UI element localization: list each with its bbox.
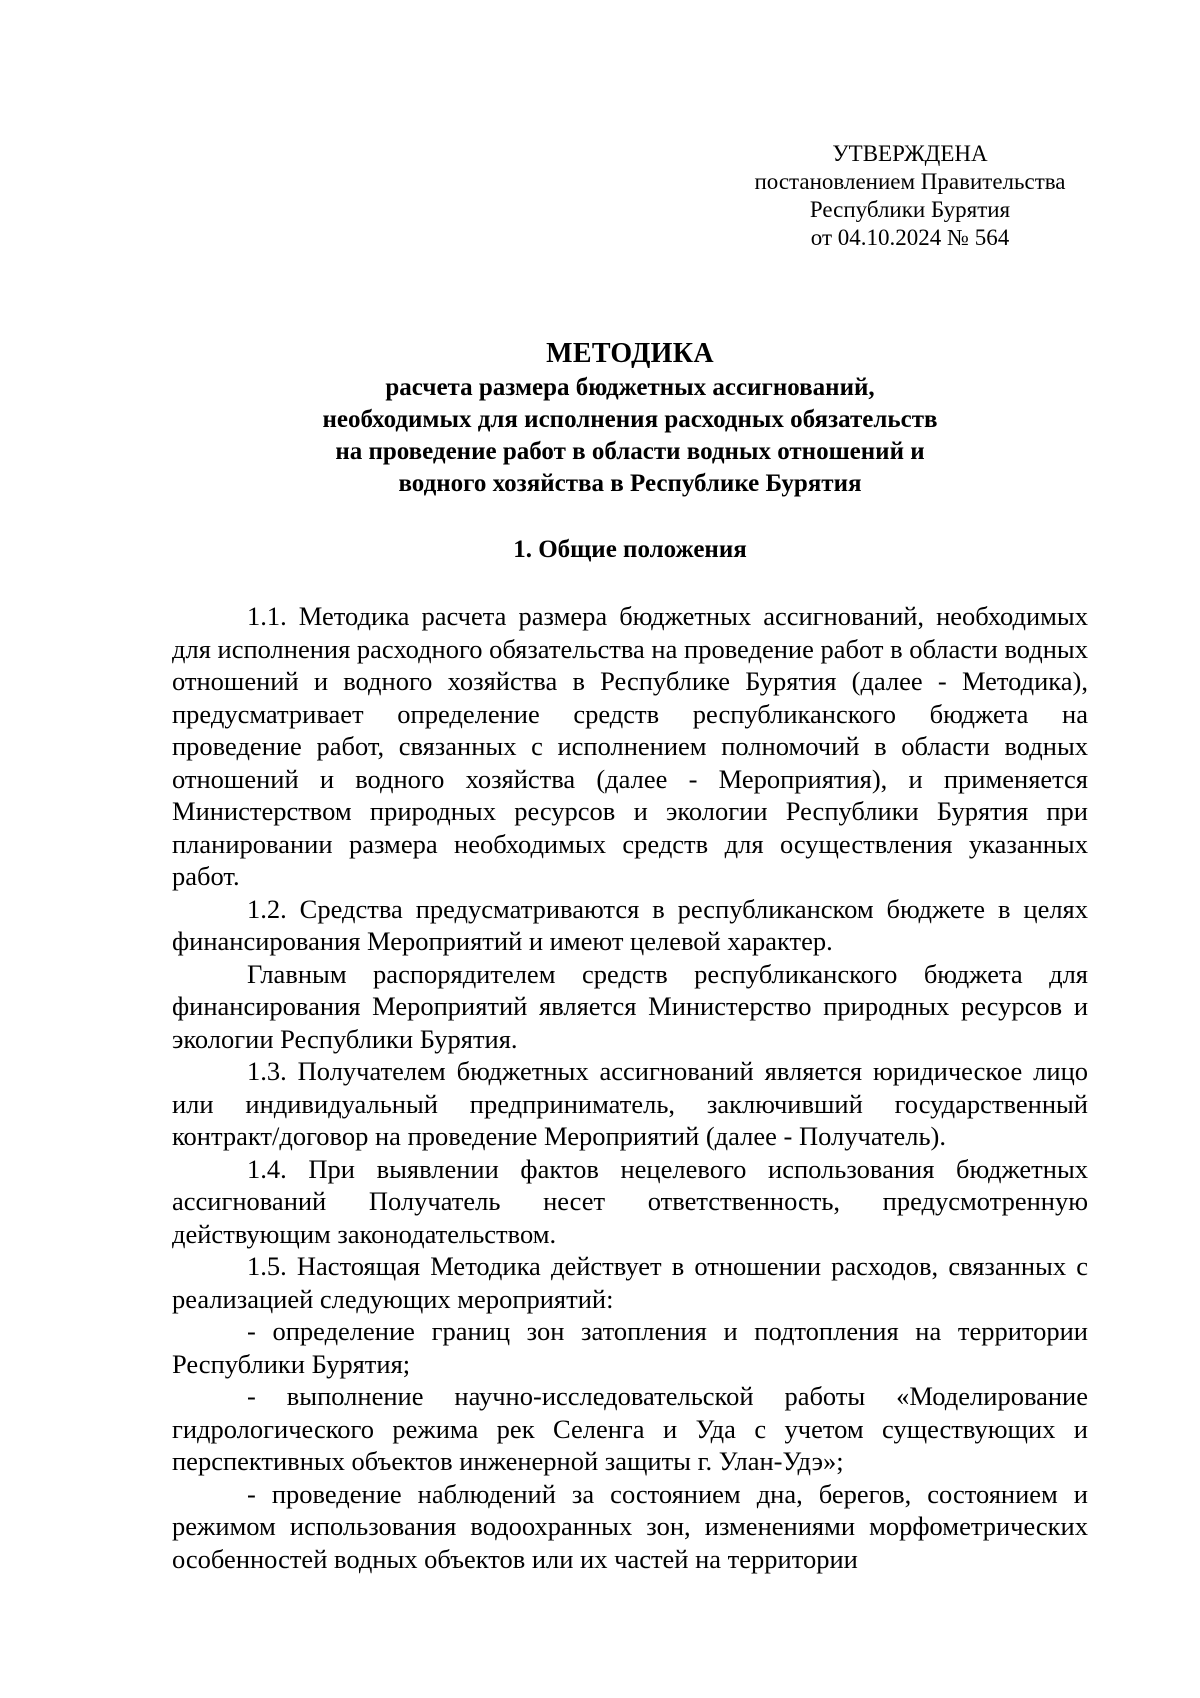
section-heading: 1. Общие положения: [513, 536, 747, 563]
paragraph-main-distributor: Главным распорядителем средств республиканского бюджета для финансирования Мероприятий является Министерство природных ресурсов и экологии Республики Бурятия.: [172, 958, 1088, 1054]
title-sub-line-3: на проведение работ в области водных отношений и: [335, 438, 925, 465]
document-title: [170, 336, 1090, 500]
title-sub-line-4: водного хозяйства в Республике Бурятия: [398, 470, 862, 497]
paragraph-1-5: 1.5. Настоящая Методика действует в отношении расходов, связанных с реализацией следующих мероприятий:: [172, 1251, 1088, 1314]
section-body: [172, 600, 1088, 1575]
approval-line-4: от 04.10.2024 № 564: [810, 225, 1010, 250]
list-item-flood-zones: - определение границ зон затопления и подтопления на территории Республики Бурятия;: [172, 1316, 1088, 1379]
title-sub-line-1: расчета размера бюджетных ассигнований,: [385, 374, 875, 401]
paragraph-1-1: 1.1. Методика расчета размера бюджетных ассигнований, необходимых для исполнения расходного обязательства на проведение работ в области водных отношений и водного хозяйства в Республике Бурятия (далее - Методика), предусматривает определение средств республиканского бюджета на проведение работ, связанных с исполнением полномочий в области водных отношений и водного хозяйства (далее - Мероприятия), и применяется Министерством природных ресурсов и экологии Республики Бурятия при планировании размера необходимых средств для осуществления указанных работ.: [172, 601, 1088, 891]
paragraph-1-4: 1.4. При выявлении фактов нецелевого использования бюджетных ассигнований Получатель несет ответственность, предусмотренную действующим законодательством.: [172, 1153, 1088, 1249]
approval-line-1: УТВЕРЖДЕНА: [832, 141, 988, 166]
title-sub-line-2: необходимых для исполнения расходных обязательств: [322, 406, 938, 433]
paragraph-1-2: 1.2. Средства предусматриваются в республиканском бюджете в целях финансирования Мероприятий и имеют целевой характер.: [172, 893, 1088, 956]
approval-line-3: Республики Бурятия: [809, 197, 1011, 222]
approval-stamp: [740, 140, 1080, 252]
list-item-observations: - проведение наблюдений за состоянием дна, берегов, состоянием и режимом использования водоохранных зон, изменениями морфометрических особенностей водных объектов или их частей на территории: [172, 1478, 1088, 1574]
paragraph-1-3: 1.3. Получателем бюджетных ассигнований является юридическое лицо или индивидуальный предприниматель, заключивший государственный контракт/договор на проведение Мероприятий (далее - Получатель).: [172, 1056, 1088, 1151]
approval-line-2: постановлением Правительства: [754, 169, 1066, 194]
title-main: МЕТОДИКА: [546, 338, 714, 369]
list-item-research-work: - выполнение научно-исследовательской работы «Моделирование гидрологического режима рек Селенга и Уда с учетом существующих и перспективных объектов инженерной защиты г. Улан-Удэ»;: [172, 1381, 1088, 1476]
